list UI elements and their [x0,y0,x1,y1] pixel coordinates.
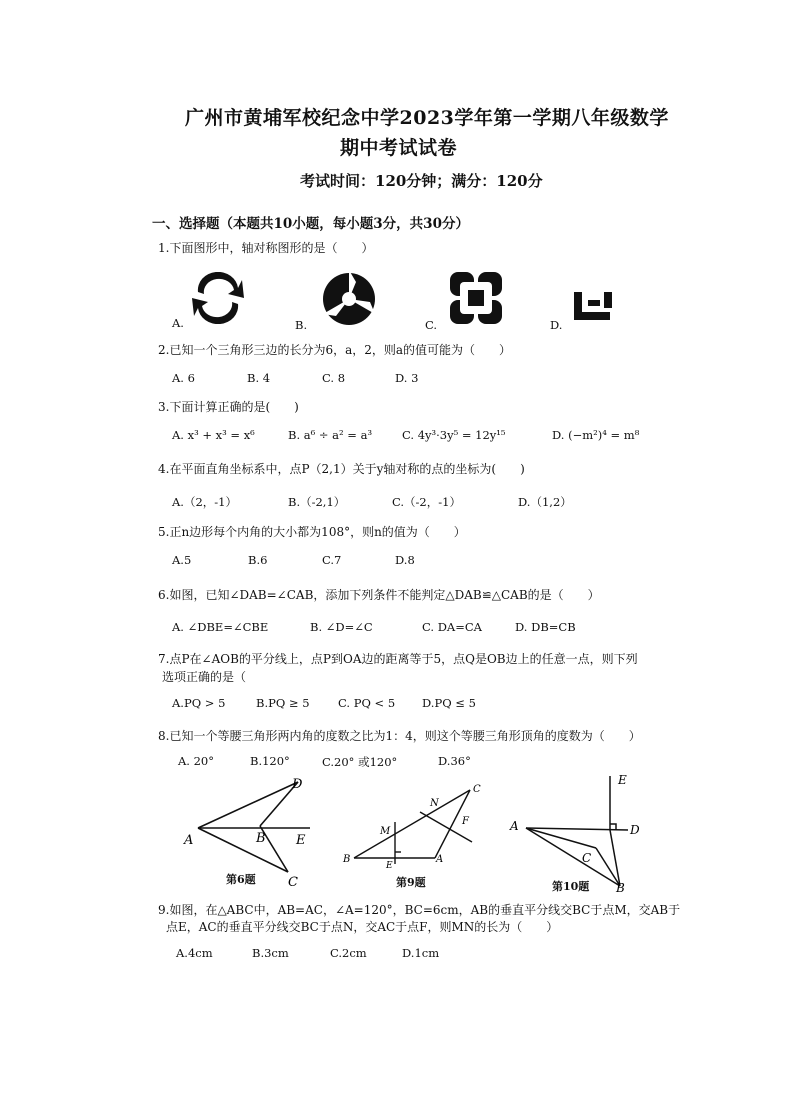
fig6-label-c: C [288,875,298,888]
q4-option-c: C.（-2，-1） [392,495,461,509]
section-heading: 一、选择题（本题共10小题，每小题3分，共30分） [152,216,469,232]
q1-logo-d-icon [572,290,616,324]
figure-10-caption: 第10题 [552,880,590,893]
question-3: 3.下面计算正确的是( ) [158,400,299,414]
fig10-label-d: D [630,823,640,837]
q1-option-c: C. [425,318,438,332]
fig9-label-c: C [473,784,481,795]
question-7-line2: 选项正确的是（ [162,670,247,684]
q1-option-d: D. [550,318,563,332]
q6-option-d: D. DB=CB [515,620,576,634]
figure-9-caption: 第9题 [396,876,426,889]
question-5: 5.正n边形每个内角的大小都为108°，则n的值为（ ） [158,525,466,539]
q5-option-d: D.8 [395,553,415,567]
question-1: 1.下面图形中，轴对称图形的是（ ） [158,241,374,255]
fig6-label-d: D [292,777,303,792]
q5-option-a: A.5 [172,553,192,567]
question-6: 6.如图，已知∠DAB=∠CAB，添加下列条件不能判定△DAB≌△CAB的是（ ） [158,588,600,602]
q2-option-a: A. 6 [172,371,195,385]
figure-10-diagram [506,770,656,894]
page-title-line2: 期中考试试卷 [340,137,458,159]
q6-option-c: C. DA=CA [422,620,482,634]
q7-option-c: C. PQ < 5 [338,696,396,710]
q5-option-b: B.6 [248,553,268,567]
fig9-label-n: N [430,798,439,809]
fig10-label-c: C [582,851,592,865]
q7-option-d: D.PQ ≤ 5 [422,696,476,710]
q4-option-b: B.（-2,1） [288,495,346,509]
q1-option-a: A. [172,316,184,330]
question-2: 2.已知一个三角形三边的长分为6，a，2，则a的值可能为（ ） [158,343,512,357]
question-9-line2: 点E，AC的垂直平分线交BC于点N，交AC于点F，则MN的长为（ ） [166,920,559,934]
q2-option-b: B. 4 [247,371,271,385]
figure-9-diagram [340,782,490,874]
page-title-line1: 广州市黄埔军校纪念中学2023学年第一学期八年级数学 [185,107,669,129]
q4-option-a: A.（2，-1） [172,495,237,509]
figure-6-caption: 第6题 [226,873,256,886]
q8-option-c: C.20° 或120° [322,755,398,769]
q1-option-b: B. [295,318,308,332]
question-7-line1: 7.点P在∠AOB的平分线上，点P到OA边的距离等于5，点Q是OB边上的任意一点，则下列 [158,652,638,666]
q9-option-a: A.4cm [176,946,213,960]
q8-option-b: B.120° [250,754,290,768]
fig10-label-b: B [616,881,625,894]
fig9-label-b: B [343,854,351,865]
fig10-label-e: E [618,773,627,787]
q4-option-d: D.（1,2） [518,495,572,509]
q1-logo-a-icon [190,272,246,324]
fig9-label-m: M [380,826,391,837]
q3-option-c: C. 4y³·3y⁵ = 12y¹⁵ [402,428,506,442]
q8-option-a: A. 20° [178,754,214,768]
q6-option-a: A. ∠DBE=∠CBE [172,620,269,634]
fig9-label-f: F [462,816,469,827]
fig9-label-a: A [436,854,444,865]
q2-option-c: C. 8 [322,371,346,385]
question-8: 8.已知一个等腰三角形两内角的度数之比为1：4，则这个等腰三角形顶角的度数为（ ） [158,729,641,743]
q3-option-d: D. (−m²)⁴ = m⁸ [552,428,640,442]
q7-option-a: A.PQ > 5 [172,696,226,710]
q1-logo-c-icon [448,270,504,326]
fig10-label-a: A [510,819,519,833]
fig6-label-a: A [184,833,194,848]
q1-logo-b-icon [318,268,380,326]
q8-option-d: D.36° [438,754,471,768]
q2-option-d: D. 3 [395,371,419,385]
exam-info: 考试时间：120分钟；满分：120分 [300,172,543,190]
fig6-label-b: B [256,831,266,846]
fig6-label-e: E [296,833,306,848]
q5-option-c: C.7 [322,553,342,567]
q3-option-a: A. x³ + x³ = x⁶ [172,428,255,442]
question-9-line1: 9.如图，在△ABC中，AB=AC，∠A=120°，BC=6cm，AB的垂直平分线交BC于点M，交AB于 [158,903,681,917]
q9-option-b: B.3cm [252,946,289,960]
q3-option-b: B. a⁶ ÷ a² = a³ [288,428,373,442]
question-4: 4.在平面直角坐标系中，点P（2,1）关于y轴对称的点的坐标为( ) [158,462,525,476]
q9-option-d: D.1cm [402,946,440,960]
q6-option-b: B. ∠D=∠C [310,620,373,634]
q7-option-b: B.PQ ≥ 5 [256,696,310,710]
q9-option-c: C.2cm [330,946,367,960]
fig9-label-e: E [386,861,393,871]
